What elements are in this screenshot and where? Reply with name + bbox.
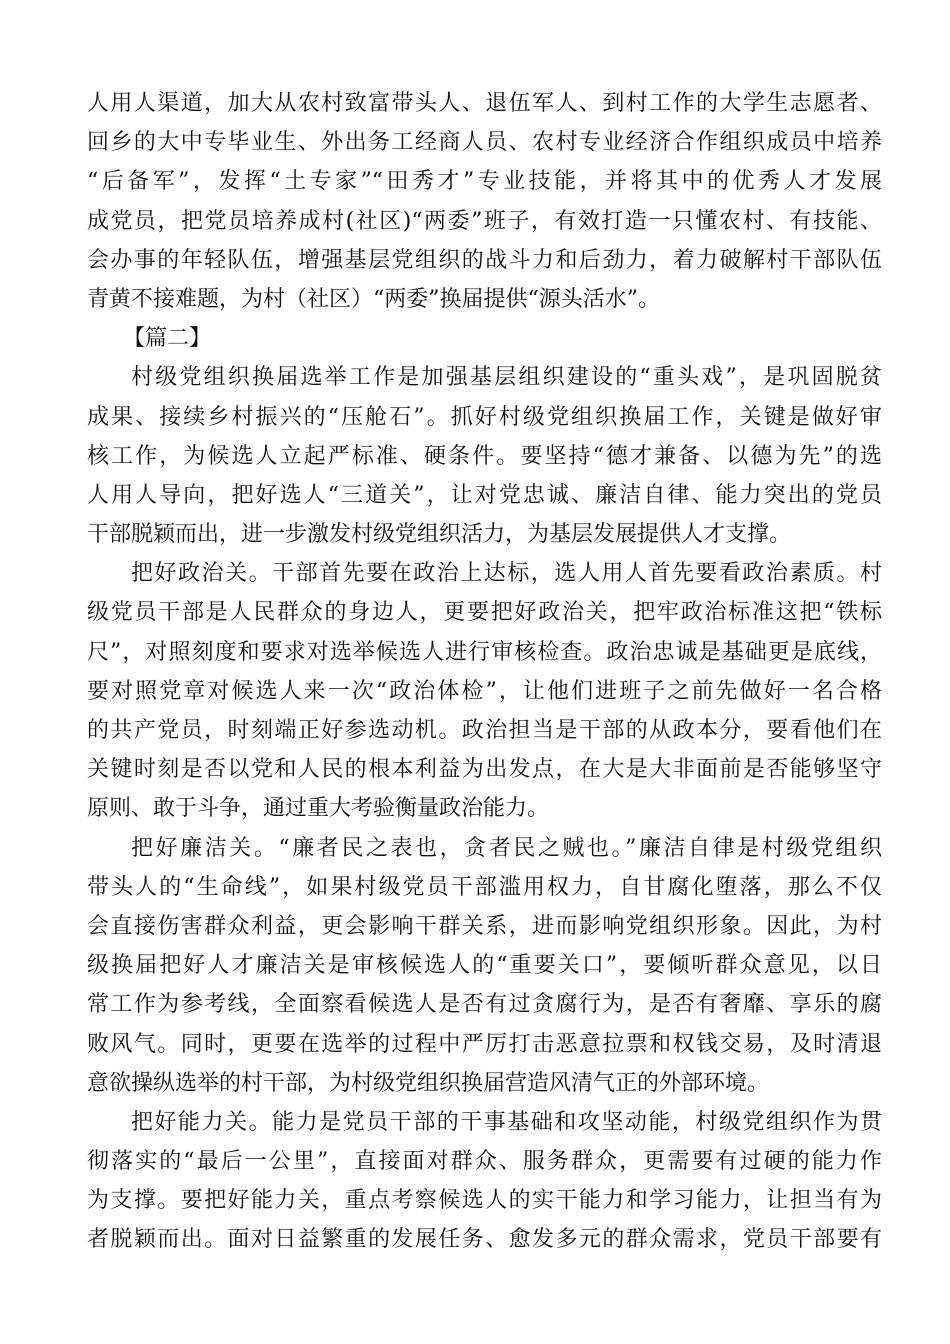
text-line: 关键时刻是否以党和人民的根本利益为出发点，在大是大非面前是否能够坚守 — [87, 757, 882, 783]
paragraph-continued — [87, 84, 882, 319]
text-line: 干部脱颖而出，进一步激发村级党组织活力，为基层发展提供人才支撑。 — [87, 522, 792, 548]
text-line: 把好政治关。干部首先要在政治上达标，选人用人首先要看政治素质。村 — [131, 561, 882, 587]
text-line: 级党员干部是人民群众的身边人，更要把好政治关，把牢政治标准这把“铁标 — [87, 600, 882, 626]
text-line: 人用人导向，把好选人“三道关”，让对党忠诚、廉洁自律、能力突出的党员 — [87, 482, 882, 508]
text-line: 把好廉洁关。“廉者民之表也，贪者民之贼也。”廉洁自律是村级党组织 — [131, 835, 882, 861]
text-line: 把好能力关。能力是党员干部的干事基础和攻坚动能，村级党组织作为贯 — [131, 1109, 882, 1135]
text-line: 人用人渠道，加大从农村致富带头人、退伍军人、到村工作的大学生志愿者、 — [87, 91, 882, 116]
text-line: 带头人的“生命线”，如果村级党员干部滥用权力，自甘腐化堕落，那么不仅 — [87, 874, 882, 900]
paragraph-political — [87, 554, 882, 828]
text-line: 常工作为参考线，全面察看候选人是否有过贪腐行为，是否有奢靡、享乐的腐 — [87, 992, 882, 1018]
text-line: 会办事的年轻队伍，增强基层党组织的战斗力和后劲力，着力破解村干部队伍 — [87, 247, 882, 273]
text-line: 要对照党章对候选人来一次“政治体检”，让他们进班子之前先做好一名合格 — [87, 678, 882, 704]
paragraph-intro — [87, 358, 882, 554]
paragraph-ability — [87, 1103, 882, 1260]
paragraph-integrity — [87, 829, 882, 1103]
text-line: 意欲操纵选举的村干部，为村级党组织换届营造风清气正的外部环境。 — [87, 1070, 770, 1096]
text-line: “后备军”，发挥“土专家”“田秀才”专业技能，并将其中的优秀人才发展 — [87, 169, 882, 195]
text-line: 彻落实的“最后一公里”，直接面对群众、服务群众，更需要有过硬的能力作 — [87, 1149, 882, 1175]
text-line: 为支撑。要把好能力关，重点考察候选人的实干能力和学习能力，让担当有为 — [87, 1188, 882, 1214]
text-line: 败风气。同时，更要在选举的过程中严厉打击恶意拉票和权钱交易，及时清退 — [87, 1031, 882, 1057]
text-line: 青黄不接难题，为村（社区）“两委”换届提供“源头活水”。 — [87, 286, 660, 312]
text-line: 级换届把好人才廉洁关是审核候选人的“重要关口”，要倾听群众意见，以日 — [87, 953, 882, 979]
text-line: 原则、敢于斗争，通过重大考验衡量政治能力。 — [87, 796, 550, 822]
text-line: 会直接伤害群众利益，更会影响干群关系，进而影响党组织形象。因此，为村 — [87, 913, 882, 939]
section-heading: 【篇二】 — [123, 326, 212, 352]
text-line: 成党员，把党员培养成村(社区)“两委”班子，有效打造一只懂农村、有技能、 — [87, 208, 882, 234]
text-line: 村级党组织换届选举工作是加强基层组织建设的“重头戏”，是巩固脱贫 — [131, 365, 882, 391]
document-body — [87, 84, 882, 1260]
text-line: 核工作，为候选人立起严标准、硬条件。要坚持“德才兼备、以德为先”的选 — [87, 443, 882, 469]
text-line: 尺”，对照刻度和要求对选举候选人进行审核检查。政治忠诚是基础更是底线， — [87, 639, 882, 665]
text-line: 回乡的大中专毕业生、外出务工经商人员、农村专业经济合作组织成员中培养 — [87, 130, 882, 156]
text-line: 者脱颖而出。面对日益繁重的发展任务、愈发多元的群众需求，党员干部要有 — [87, 1227, 882, 1253]
text-line: 成果、接续乡村振兴的“压舱石”。抓好村级党组织换届工作，关键是做好审 — [87, 404, 882, 430]
text-line: 的共产党员，时刻端正好参选动机。政治担当是干部的从政本分，要看他们在 — [87, 718, 882, 743]
